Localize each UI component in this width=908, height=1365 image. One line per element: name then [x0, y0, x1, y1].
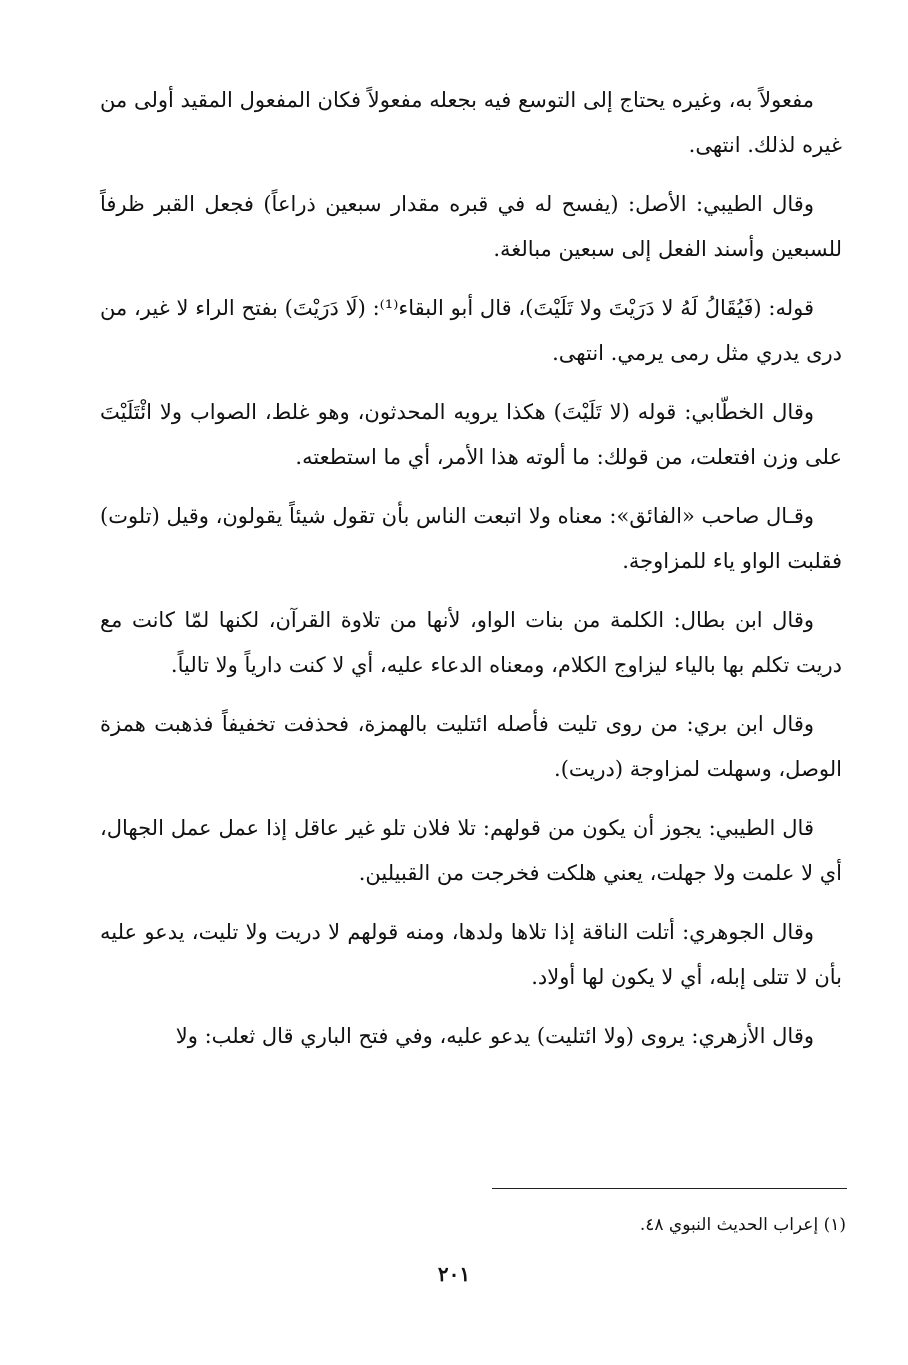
paragraph: وقال الجوهري: أتلت الناقة إذا تلاها ولدها، ومنه قولهم لا دريت ولا تليت، يدعو عليه بأن لا تتلى إبله، أي لا يكون لها أولاد. [100, 920, 842, 989]
paragraph: قال الطيبي: يجوز أن يكون من قولهم: تلا فلان تلو غير عاقل إذا عمل عمل الجهال، أي لا علمت ولا جهلت، يعني هلكت فخرجت من القبيلين. [100, 816, 842, 885]
page-number: ٢٠١ [437, 1262, 471, 1286]
paragraph: وقال ابن بطال: الكلمة من بنات الواو، لأنها من تلاوة القرآن، لكنها لمّا كانت مع دريت تكلم بها بالياء ليزاوج الكلام، ومعناه الدعاء عليه، أي لا كنت دارياً ولا تالياً. [100, 608, 842, 677]
main-text [100, 78, 842, 1073]
paragraph: مفعولاً به، وغيره يحتاج إلى التوسع فيه بجعله مفعولاً فكان المفعول المقيد أولى من غيره لذلك. انتهى. [100, 88, 842, 157]
footnote: (١) إعراب الحديث النبوي ٤٨. [639, 1215, 846, 1235]
paragraph: وقال ابن بري: من روى تليت فأصله ائتليت بالهمزة، فحذفت تخفيفاً فذهبت همزة الوصل، وسهلت لمزاوجة (دريت). [100, 712, 842, 781]
paragraph: وقال الخطّابي: قوله (لا تَلَيْتَ) هكذا يرويه المحدثون، وهو غلط، الصواب ولا ائْتَلَيْتَ على وزن افتعلت، من قولك: ما ألوته هذا الأمر، أي ما استطعته. [100, 400, 842, 469]
paragraph: قوله: (فَيُقَالُ لَهُ لا دَرَيْتَ ولا تَلَيْتَ)، قال أبو البقاء⁽¹⁾: (لَا دَرَيْتَ) بفتح الراء لا غير، من درى يدري مثل رمى يرمي. انتهى. [100, 296, 842, 365]
paragraph: وقال الطيبي: الأصل: (يفسح له في قبره مقدار سبعين ذراعاً) فجعل القبر ظرفاً للسبعين وأسند الفعل إلى سبعين مبالغة. [100, 192, 842, 261]
paragraph: وقال الأزهري: يروى (ولا ائتليت) يدعو عليه، وفي فتح الباري قال ثعلب: ولا [175, 1024, 814, 1048]
footnote-divider [492, 1188, 847, 1189]
paragraph: وقـال صاحب «الفائق»: معناه ولا اتبعت الناس بأن تقول شيئاً يقولون، وقيل (تلوت) فقلبت الواو ياء للمزاوجة. [100, 504, 842, 573]
